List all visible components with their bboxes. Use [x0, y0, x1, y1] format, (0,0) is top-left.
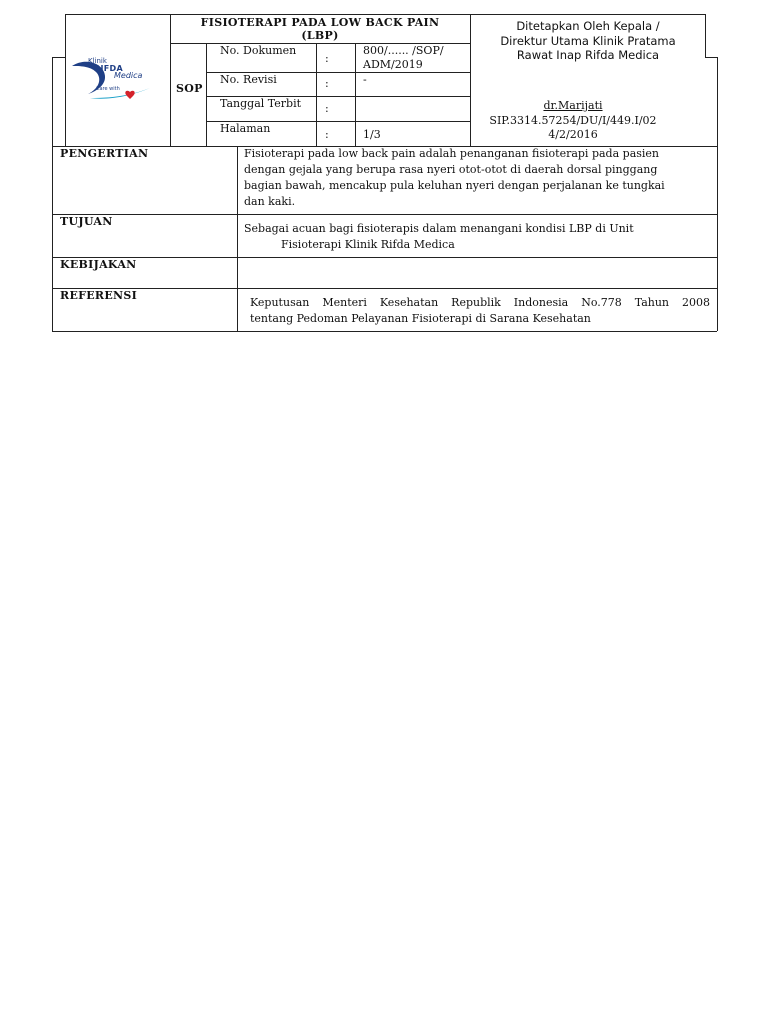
field-value-halaman: 1/3 [363, 128, 381, 141]
field-colon-no-revisi: : [325, 77, 329, 90]
logo-left-line [65, 57, 66, 146]
logo-line-2: RIFDA [94, 64, 123, 73]
heart-icon [125, 91, 134, 99]
field-colon-no-dokumen: : [325, 52, 329, 65]
field-colon-tanggal-terbit: : [325, 102, 329, 115]
field-value-no-dokumen-1: 800/...... /SOP/ [363, 44, 444, 57]
section-label-tujuan: TUJUAN [60, 215, 113, 228]
logo-tagline: Care with [96, 86, 120, 92]
header-left-upper [65, 14, 66, 57]
header-right-notch [705, 57, 717, 58]
approval-sip: SIP.3314.57254/DU/I/449.I/02 [489, 114, 657, 127]
header-top-border [65, 14, 705, 15]
body-row-line-2 [52, 214, 717, 215]
table-left-border [52, 57, 53, 331]
logo-line-3: Medica [114, 71, 143, 80]
pengertian-line-3: bagian bawah, mencakup pula keluhan nyeri dengan perjalanan ke tungkai [244, 179, 665, 192]
tujuan-line-2: Fisioterapi Klinik Rifda Medica [281, 238, 455, 251]
field-label-tanggal-terbit: Tanggal Terbit [220, 97, 302, 110]
section-label-pengertian: PENGERTIAN [60, 147, 149, 160]
table-right-border [717, 57, 718, 331]
body-row-line-3 [52, 257, 717, 258]
body-bottom-border [52, 331, 717, 332]
tujuan-line-1: Sebagai acuan bagi fisioterapis dalam menangani kondisi LBP di Unit [244, 222, 634, 235]
document-title-line-1: FISIOTERAPI PADA LOW BACK PAIN [200, 16, 440, 29]
document-title-line-2: (LBP) [301, 29, 339, 42]
clinic-logo [70, 58, 166, 102]
logo-line-1: Klinik [88, 57, 107, 65]
approval-line-2: Direktur Utama Klinik Pratama [500, 34, 676, 48]
body-col-divider [237, 146, 238, 331]
colon-right-line [355, 43, 356, 146]
field-value-no-dokumen-2: ADM/2019 [363, 58, 423, 71]
approval-date: 4/2/2016 [548, 128, 598, 141]
approval-name: dr.Marijati [543, 99, 603, 112]
sop-label: SOP [176, 82, 203, 95]
pengertian-line-1: Fisioterapi pada low back pain adalah penanganan fisioterapi pada pasien [244, 147, 660, 160]
field-label-no-dokumen: No. Dokumen [220, 44, 297, 57]
section-label-referensi: REFERENSI [60, 289, 138, 302]
header-right-upper [705, 14, 706, 57]
pengertian-line-2: dengan gejala yang berupa rasa nyeri otot-otot di daerah dorsal pinggang [244, 163, 658, 176]
section-label-kebijakan: KEBIJAKAN [60, 258, 137, 271]
field-label-no-revisi: No. Revisi [220, 73, 277, 86]
field-value-no-revisi: - [363, 73, 367, 86]
referensi-line-1: Keputusan Menteri Kesehatan Republik Indonesia No.778 Tahun 2008 [250, 296, 710, 309]
body-row-line-4 [52, 288, 717, 289]
pengertian-line-4: dan kaki. [244, 195, 296, 208]
label-right-line [316, 43, 317, 146]
referensi-line-2: tentang Pedoman Pelayanan Fisioterapi di Sarana Kesehatan [250, 312, 591, 325]
approval-line-3: Rawat Inap Rifda Medica [516, 48, 660, 62]
field-label-halaman: Halaman [220, 122, 271, 135]
field-colon-halaman: : [325, 128, 329, 141]
sop-right-line [206, 43, 207, 146]
header-left-notch [52, 57, 65, 58]
approval-line-1: Ditetapkan Oleh Kepala / [516, 19, 660, 33]
